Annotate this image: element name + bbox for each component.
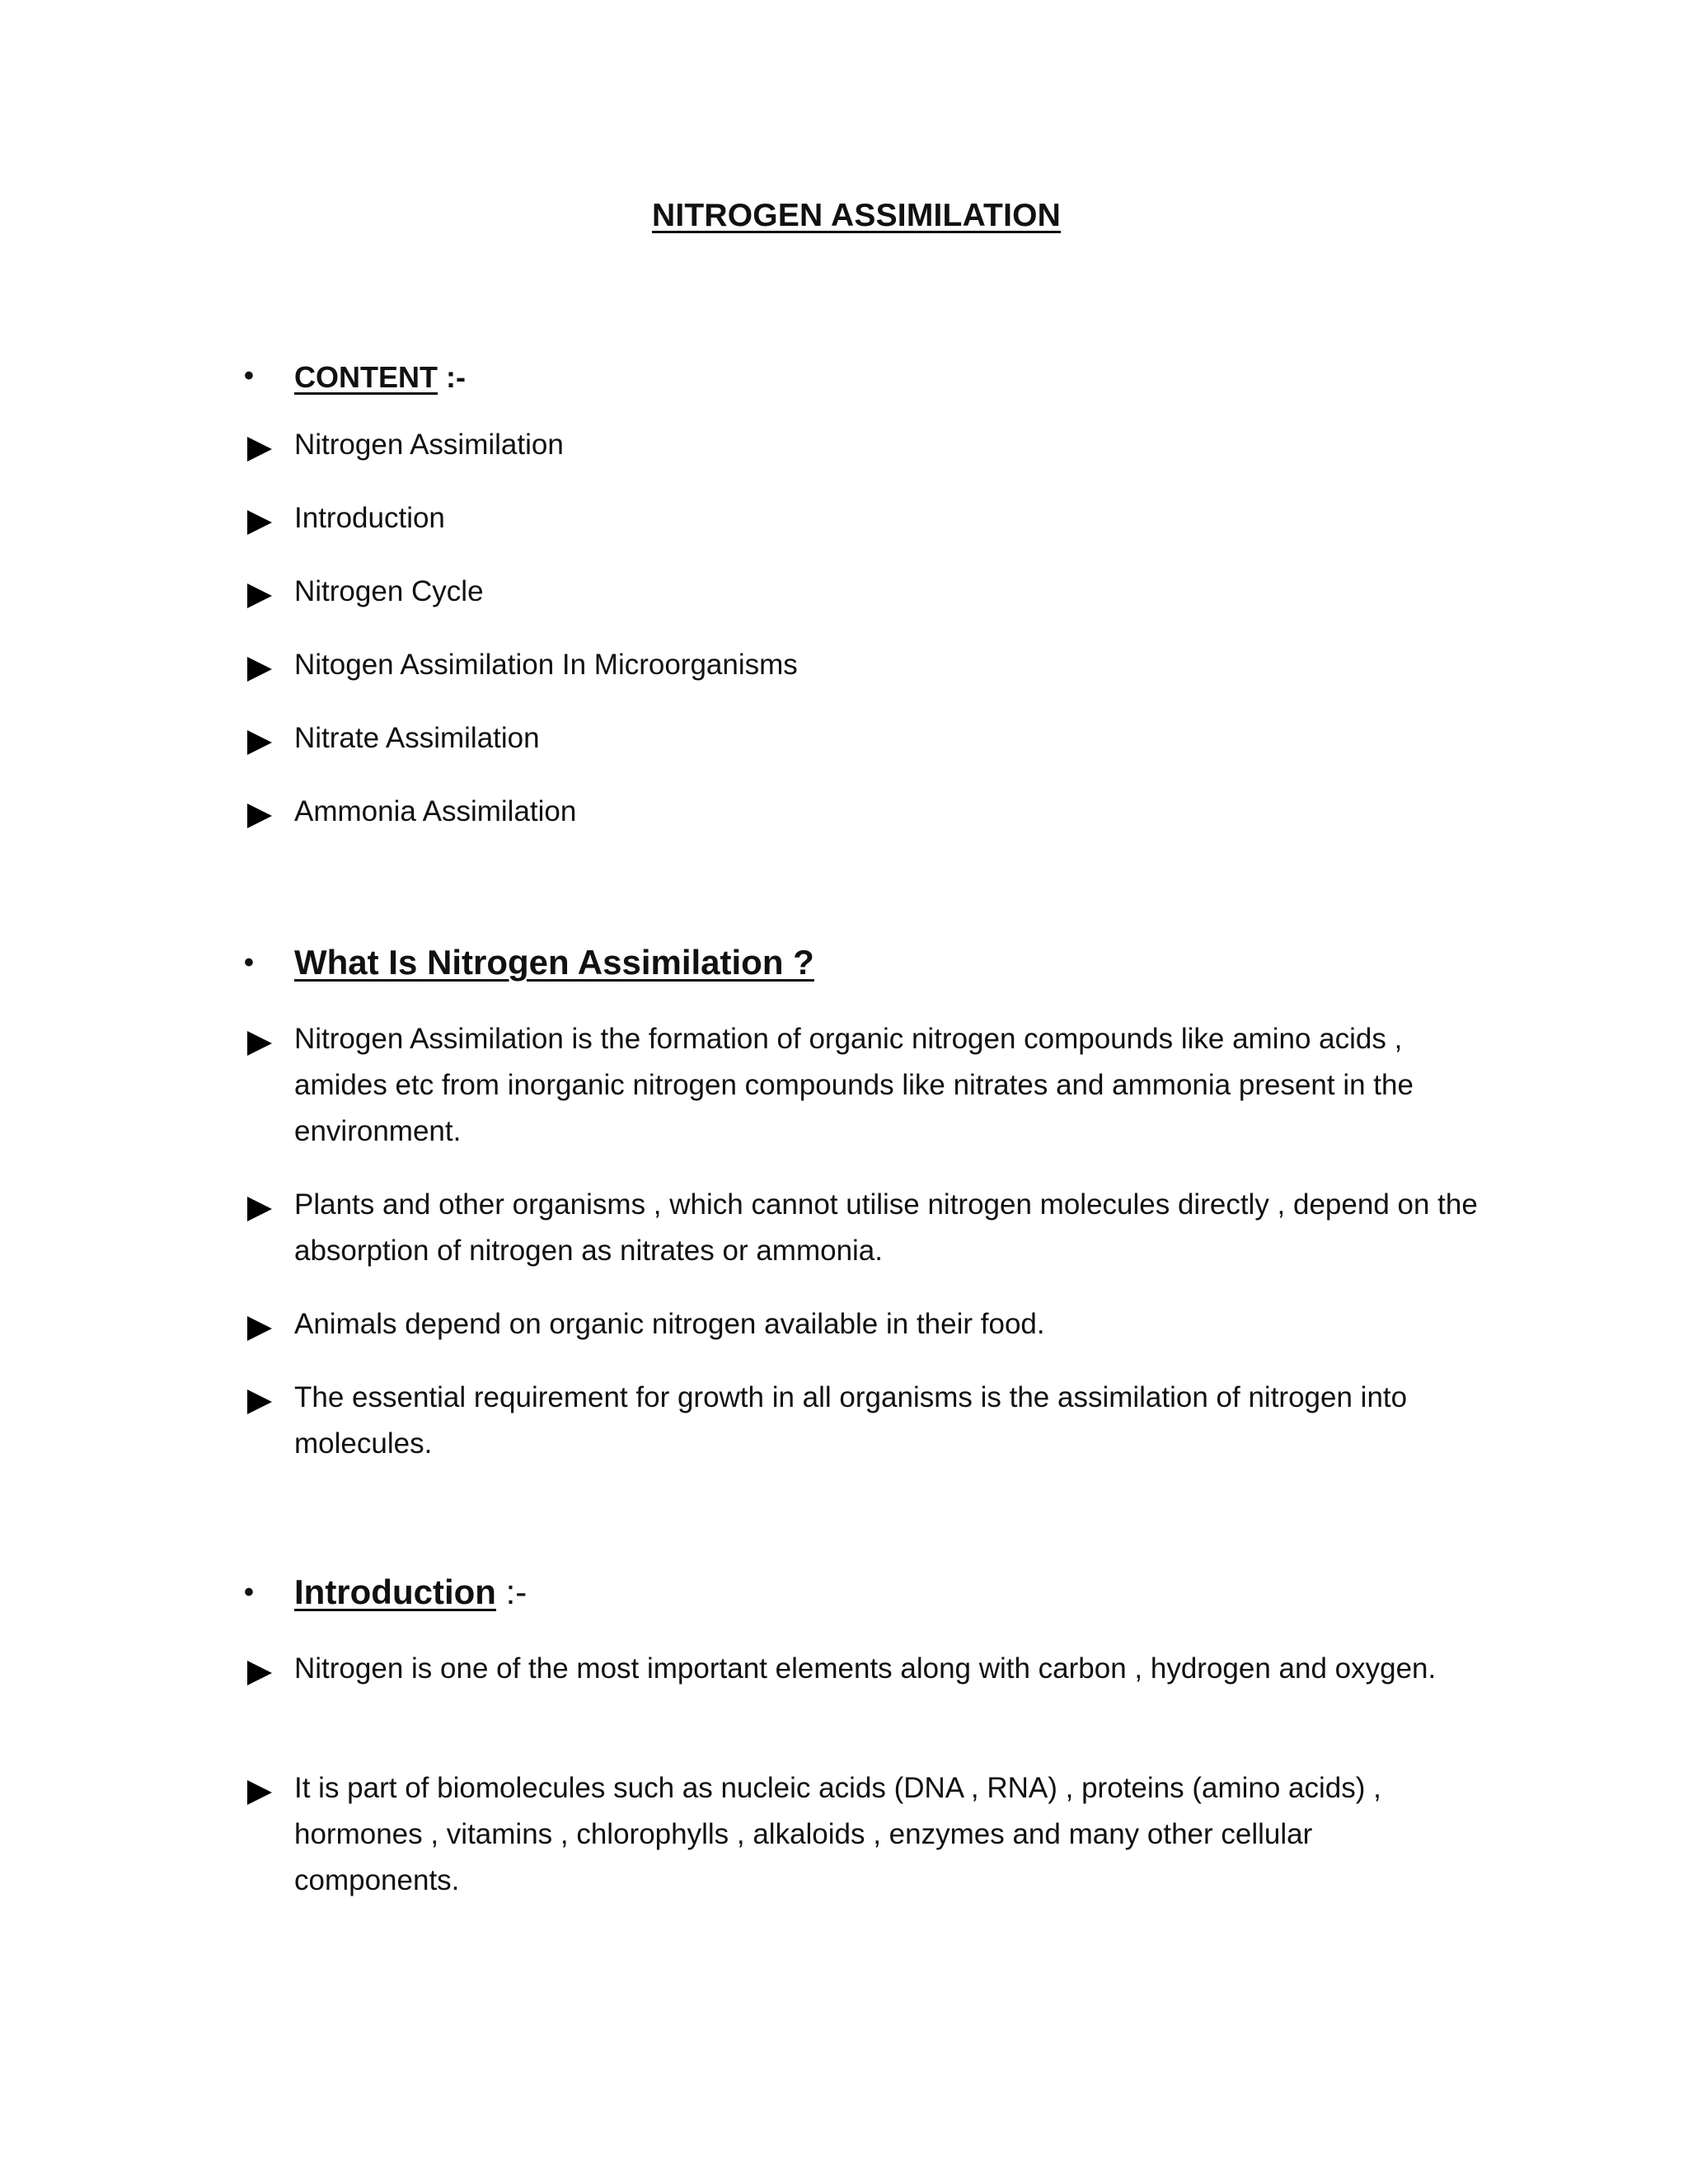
list-item-text: It is part of biomolecules such as nucleic acids (DNA , RNA) , proteins (amino acids) , hormones , vitamins , chlorophylls , alkaloids , enzymes and many other cellular components. [294, 1772, 1381, 1896]
what-is-heading-label: What Is Nitrogen Assimilation ? [294, 943, 814, 982]
arrow-bullet-icon [247, 1661, 272, 1685]
list-item-text: Animals depend on organic nitrogen available in their food. [294, 1308, 1045, 1340]
list-item-text: Nitrate Assimilation [294, 722, 540, 754]
arrow-bullet-icon [247, 804, 272, 828]
list-item-text: Introduction [294, 502, 445, 534]
what-is-heading [294, 942, 814, 983]
introduction-heading [294, 1572, 527, 1613]
list-item-text: Nitrogen Assimilation is the formation of organic nitrogen compounds like amino acids , amides etc from inorganic nitrogen compounds like nitrates and ammonia present in the environment. [294, 1023, 1414, 1147]
bullet-dot: • [244, 947, 254, 978]
list-item-text: Plants and other organisms , which cannot utilise nitrogen molecules directly , depend on the absorption of nitrogen as nitrates or ammonia. [294, 1188, 1478, 1267]
arrow-bullet-icon [247, 657, 272, 682]
list-item-text: Ammonia Assimilation [294, 795, 577, 827]
arrow-bullet-icon [247, 1390, 272, 1414]
list-item-text: Nitrogen is one of the most important elements along with carbon , hydrogen and oxygen. [294, 1652, 1437, 1685]
introduction-heading-suffix: :- [495, 1572, 528, 1611]
page-title: NITROGEN ASSIMILATION [651, 198, 1062, 233]
introduction-heading-label: Introduction [294, 1572, 496, 1611]
arrow-bullet-icon [247, 1031, 272, 1056]
arrow-bullet-icon [247, 583, 272, 608]
content-heading-label: CONTENT [294, 360, 438, 394]
arrow-bullet-icon [247, 1316, 272, 1341]
list-item-text: Nitrogen Cycle [294, 575, 484, 607]
bullet-dot: • [244, 360, 254, 391]
arrow-bullet-icon [247, 730, 272, 755]
arrow-bullet-icon [247, 1197, 272, 1221]
content-heading-suffix: :- [438, 360, 466, 394]
arrow-bullet-icon [247, 437, 272, 462]
content-heading [294, 359, 466, 396]
list-item-text: The essential requirement for growth in all organisms is the assimilation of nitrogen into molecules. [294, 1381, 1408, 1460]
arrow-bullet-icon [247, 510, 272, 535]
list-item-text: Nitogen Assimilation In Microorganisms [294, 649, 798, 681]
arrow-bullet-icon [247, 1780, 272, 1805]
list-item-text: Nitrogen Assimilation [294, 429, 564, 461]
bullet-dot: • [244, 1577, 254, 1608]
